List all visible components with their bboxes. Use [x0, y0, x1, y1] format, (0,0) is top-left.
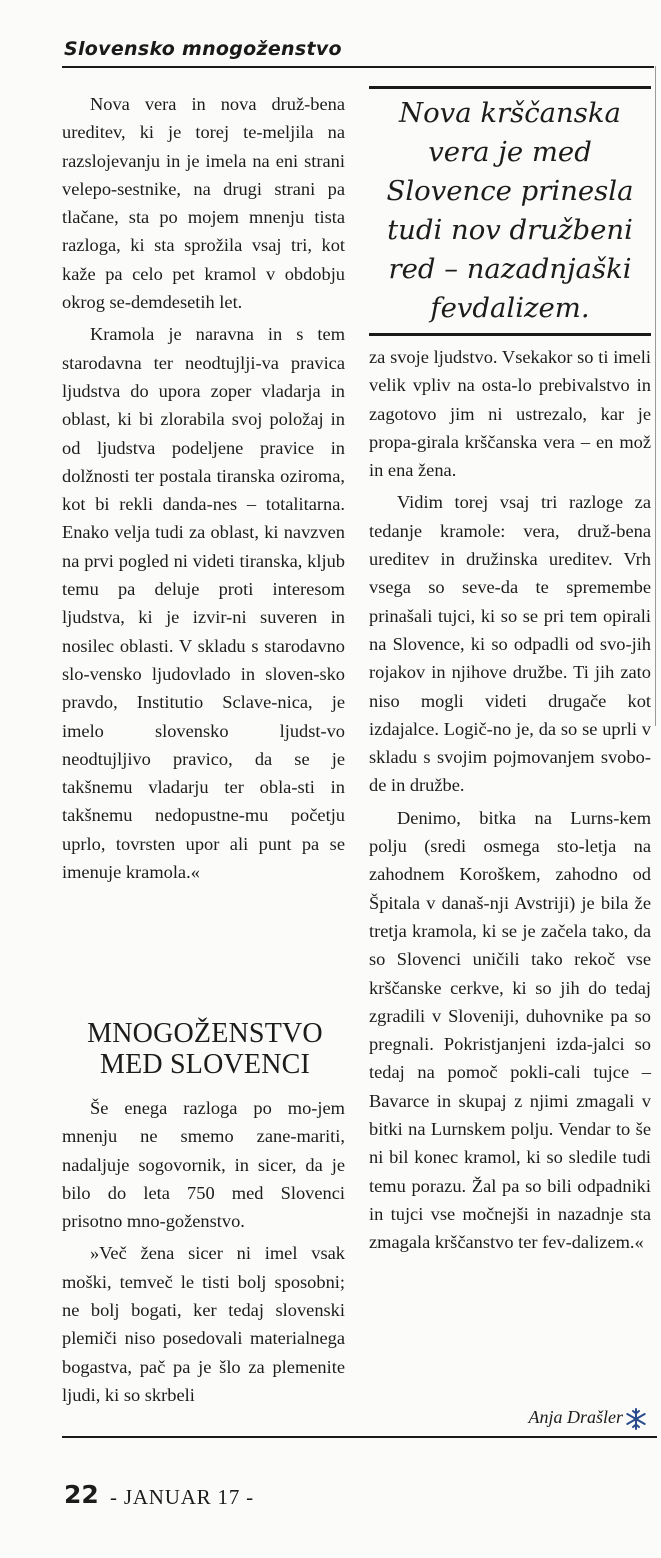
footer-rule	[62, 1436, 657, 1438]
pullquote-bottom-rule	[369, 333, 651, 336]
pullquote-line: tudi nov družbeni	[387, 214, 633, 246]
right-column	[369, 343, 651, 1261]
subheading-line: MED SLOVENCI	[99, 1049, 311, 1080]
left-column-lower	[62, 1094, 345, 1413]
pullquote-line: Slovence prinesla	[386, 175, 634, 207]
issue-date: - JANUAR 17 -	[110, 1485, 254, 1509]
subheading	[60, 1018, 350, 1080]
pullquote-line: vera je med	[428, 136, 592, 168]
right-edge-line	[655, 66, 656, 726]
paragraph: za svoje ljudstvo. Vsekakor so ti imeli velik vpliv na osta-lo prebivalstvo in zagotovo jim ni ustrezalo, kar je propa-girala krščanska vera – en mož in ena žena.	[369, 347, 651, 481]
author-byline: Anja Drašler	[528, 1407, 623, 1427]
page-number: 22	[64, 1480, 99, 1509]
pullquote-line: red – nazadnjaški	[388, 253, 632, 285]
paragraph: Še enega razloga po mo-jem mnenju ne smemo zane-mariti, nadaljuje sogovornik, in sicer, da je bilo do leta 750 med Slovenci prisotno mno-goženstvo.	[62, 1098, 345, 1232]
paragraph: »Več žena sicer ni imel vsak moški, temveč le tisti bolj sposobni; ne bolj bogati, ker tedaj slovenski plemiči niso posedovali materialnega bogastva, pač pa je šlo za plemenite ljudi, ki so skrbeli	[62, 1243, 345, 1405]
subheading-line: MNOGOŽENSTVO	[87, 1018, 323, 1049]
pullquote	[369, 94, 651, 328]
snowflake-icon	[625, 1408, 647, 1430]
left-column-upper	[62, 90, 345, 890]
paragraph: Nova vera in nova druž-bena ureditev, ki je torej te-meljila na razslojevanju in je imela na eni strani velepo-sestnike, na drugi strani pa tlačane, sta po mojem mnenju tista razloga, ki sta sprožila vsaj tri, kot kaže pa celo pet kramol v obdobju okrog se-demdesetih let.	[62, 94, 345, 313]
paragraph: Kramola je naravna in s tem starodavna ter neodtujlji-va pravica ljudstva do upora zoper vladarja in oblast, ki bi zlorabila svoj položaj in od ljudstva podeljene pravice in dolžnosti ter postala tiranska oziroma, kot bi rekli danda-nes – totalitarna. Enako velja tudi za oblast, ki navzven na prvi pogled ni videti tiranska, kljub temu pa deluje proti interesom ljudstva, ki je izvir-ni suveren in nosilec oblasti. V skladu s starodavno slo-vensko ljudovlado in sloven-sko pravdo, Institutio Sclave-nica, je imelo slovensko ljudst-vo neodtujljivo pravico, da se je takšnemu vladarju ter obla-sti in takšnemu nedopustne-mu početju uprlo, tovrsten upor ali punt pa se imenuje kramola.«	[62, 324, 345, 883]
header-rule	[62, 66, 654, 68]
section-header-title: Slovensko mnogoženstvo	[64, 38, 342, 60]
paragraph: Denimo, bitka na Lurns-kem polju (sredi osmega sto-letja na zahodnem Koroškem, zahodno od Špitala v današ-nji Avstriji) je bila že tretja kramola, ki se je začela tako, da so Slovenci uničili tako rekoč vse krščanske cerkve, ki so jih do tedaj zgradili v Sloveniji, duhovnike pa so pregnali. Pokristjanjeni izda-jalci so tedaj na pomoč pokli-cali tujce – Bavarce in skupaj z njimi zmagali v bitki na Lurnskem polju. Vendar to še ni bil konec kramol, ki so sledile tudi temu porazu. Žal pa so bili odpadniki in tujci vse močnejši in nazadnje sta zmagala krščanstvo ter fev-dalizem.«	[369, 807, 651, 1253]
paragraph: Vidim torej vsaj tri razloge za tedanje kramole: vera, druž-bena ureditev in družinska ureditev. Vrh vsega so seve-da te spremembe prinašali tujci, ki so se pri tem opirali na Slovence, ki so odpadli od svo-jih rojakov in njihove družbe. Ti jih zato niso mogli videti drugače kot izdajalce. Logič-no je, da so se uprli v skladu s svojim pojmovanjem svobo-de in družbe.	[369, 492, 651, 796]
pullquote-line: fevdalizem.	[430, 292, 590, 324]
pullquote-top-rule	[369, 86, 651, 89]
pullquote-line: Nova krščanska	[399, 97, 621, 129]
